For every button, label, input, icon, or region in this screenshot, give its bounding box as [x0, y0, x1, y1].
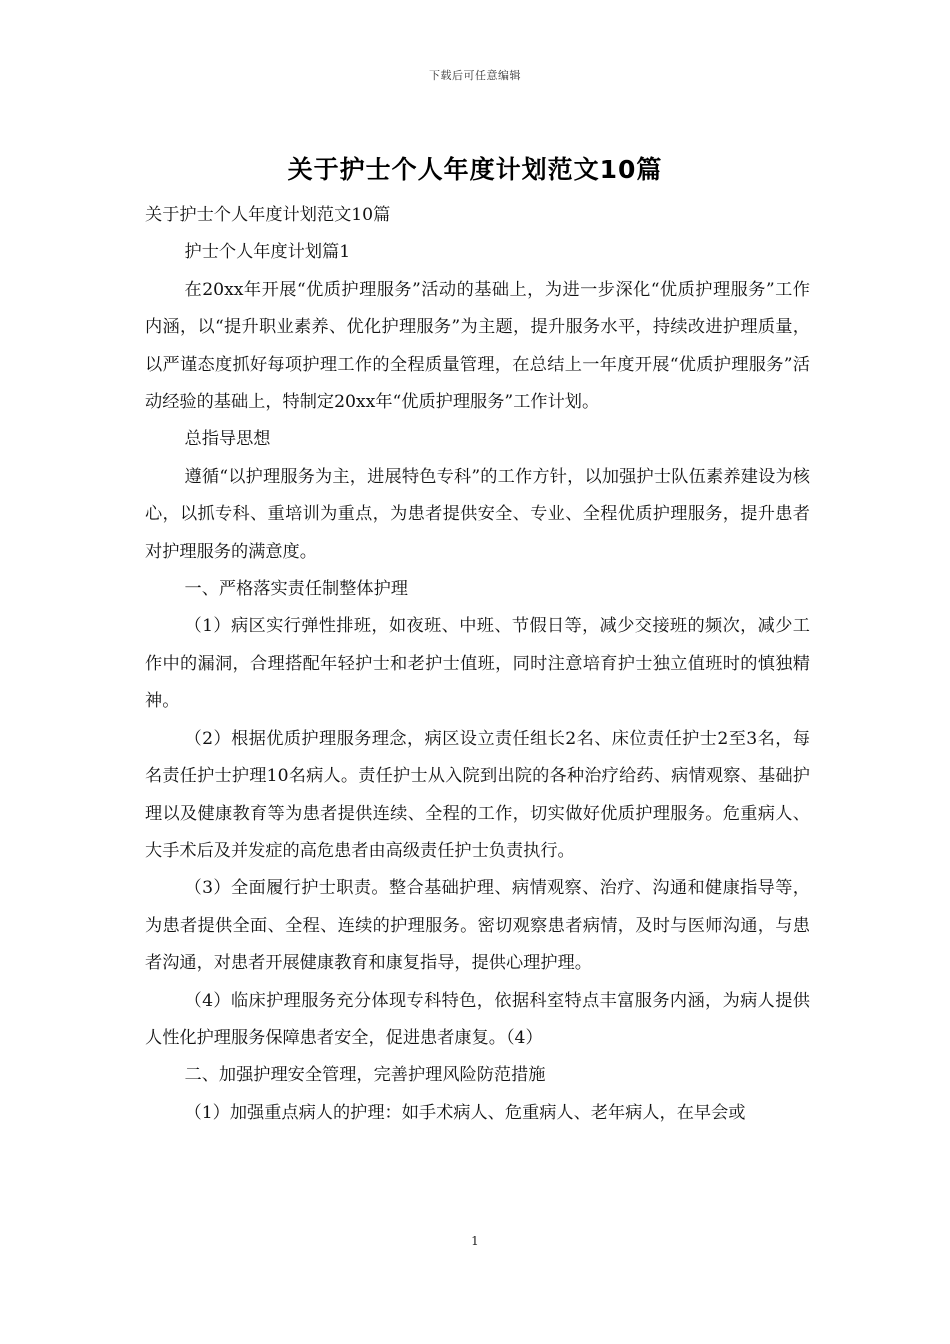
body-paragraph: （1）病区实行弹性排班，如夜班、中班、节假日等，减少交接班的频次，减少工作中的漏洞，合理搭配年轻护士和老护士值班，同时注意培育护士独立值班时的慎独精神。: [145, 616, 810, 712]
body-paragraph: （2）根据优质护理服务理念，病区设立责任组长2名、床位责任护士2至3名，每名责任护士护理10名病人。责任护士从入院到出院的各种治疗给药、病情观察、基础护理以及健康教育等为患者提供连续、全程的工作，切实做好优质护理服务。危重病人、大手术后及并发症的高危患者由高级责任护士负责执行。: [145, 728, 810, 861]
page-number: 1: [471, 1234, 479, 1248]
section-heading: 一、严格落实责任制整体护理: [184, 579, 408, 600]
document-body: [145, 197, 810, 1132]
body-paragraph: （3）全面履行护士职责。整合基础护理、病情观察、治疗、沟通和健康指导等，为患者提供全面、全程、连续的护理服务。密切观察患者病情，及时与医师沟通，与患者沟通，对患者开展健康教育和康复指导，提供心理护理。: [145, 878, 810, 974]
body-paragraph: 遵循“以护理服务为主，进展特色专科”的工作方针，以加强护士队伍素养建设为核心，以抓专科、重培训为重点，为患者提供安全、专业、全程优质护理服务，提升患者对护理服务的满意度。: [145, 466, 810, 562]
body-paragraph: 在20xx年开展“优质护理服务”活动的基础上，为进一步深化“优质护理服务”工作内涵，以“提升职业素养、优化护理服务”为主题，提升服务水平，持续改进护理质量，以严谨态度抓好每项护理工作的全程质量管理，在总结上一年度开展“优质护理服务”活动经验的基础上，特制定20xx年“优质护理服务”工作计划。: [145, 279, 810, 413]
section-heading: 护士个人年度计划篇1: [184, 242, 351, 263]
body-paragraph: （1）加强重点病人的护理：如手术病人、危重病人、老年病人，在早会或: [184, 1102, 746, 1123]
section-heading: 二、加强护理安全管理，完善护理风险防范措施: [184, 1065, 546, 1086]
document-title: 关于护士个人年度计划范文10篇: [287, 155, 663, 184]
body-paragraph: 关于护士个人年度计划范文10篇: [145, 205, 391, 225]
header-note: 下载后可任意编辑: [429, 69, 521, 82]
section-heading: 总指导思想: [184, 429, 271, 450]
body-paragraph: （4）临床护理服务充分体现专科特色，依据科室特点丰富服务内涵，为病人提供人性化护理服务保障患者安全，促进患者康复。（4）: [145, 990, 810, 1048]
